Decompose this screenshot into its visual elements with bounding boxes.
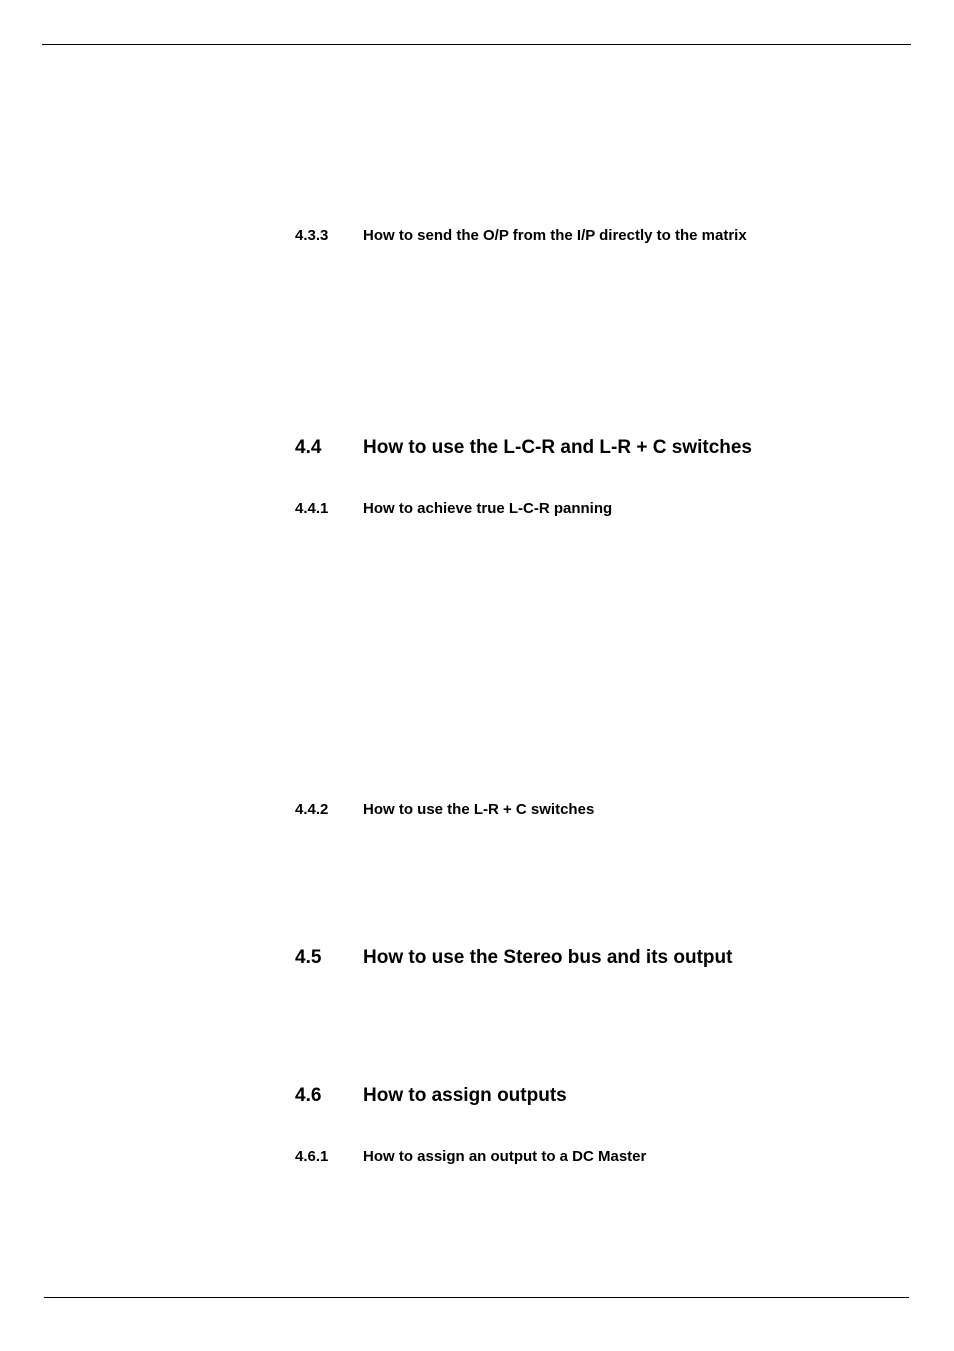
section-number: 4.5 bbox=[295, 947, 322, 968]
section-heading-4-4-2 bbox=[295, 801, 594, 818]
section-number: 4.4.1 bbox=[295, 500, 329, 517]
section-title: How to send the O/P from the I/P directly to the matrix bbox=[363, 227, 747, 244]
section-title: How to use the L-R + C switches bbox=[363, 801, 595, 818]
section-title: How to use the Stereo bus and its output bbox=[363, 947, 733, 968]
section-title: How to achieve true L-C-R panning bbox=[363, 500, 613, 517]
section-number: 4.3.3 bbox=[295, 227, 329, 244]
header-rule bbox=[42, 44, 911, 45]
section-number: 4.4.2 bbox=[295, 801, 329, 818]
section-heading-4-6 bbox=[295, 1085, 567, 1107]
section-heading-4-4 bbox=[295, 437, 752, 459]
section-number: 4.6.1 bbox=[295, 1148, 329, 1165]
section-title: How to assign an output to a DC Master bbox=[363, 1148, 647, 1165]
section-title: How to use the L-C-R and L-R + C switches bbox=[363, 437, 752, 458]
section-heading-4-6-1 bbox=[295, 1148, 646, 1165]
section-title: How to assign outputs bbox=[363, 1085, 567, 1106]
section-heading-4-3-3 bbox=[295, 227, 747, 244]
section-heading-4-4-1 bbox=[295, 500, 612, 517]
section-number: 4.4 bbox=[295, 437, 322, 458]
footer-rule bbox=[44, 1297, 909, 1298]
section-number: 4.6 bbox=[295, 1085, 322, 1106]
section-heading-4-5 bbox=[295, 947, 732, 969]
